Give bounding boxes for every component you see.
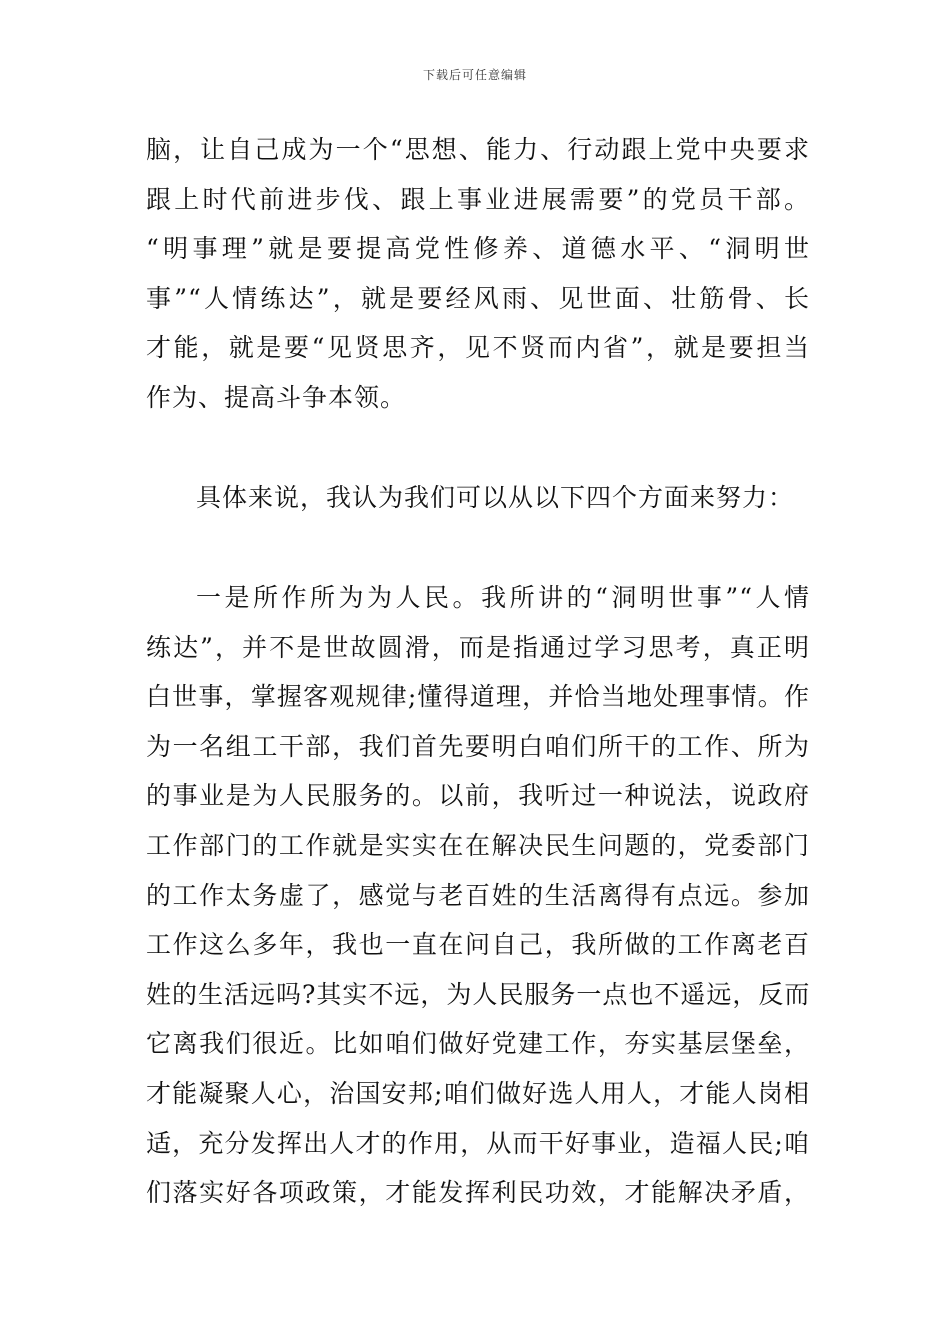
paragraph-line: 们落实好各项政策，才能发挥利民功效，才能解决矛盾，: [146, 1178, 810, 1208]
paragraph-line: 工作这么多年，我也一直在问自己，我所做的工作离老百: [146, 930, 810, 960]
paragraph-line: 的事业是为人民服务的。以前，我听过一种说法，说政府: [146, 781, 810, 811]
paragraph-line: 练达”，并不是世故圆滑，而是指通过学习思考，真正明: [146, 632, 810, 662]
paragraph-line: “明事理”就是要提高党性修养、道德水平、“洞明世: [146, 234, 810, 264]
paragraph-line: 工作部门的工作就是实实在在解决民生问题的，党委部门: [146, 830, 810, 860]
paragraph-line: 具体来说，我认为我们可以从以下四个方面来努力：: [196, 483, 795, 512]
paragraph-line: 作为、提高斗争本领。: [146, 382, 407, 412]
paragraph-line: 一是所作所为为人民。我所讲的“洞明世事”“人情: [196, 583, 810, 612]
paragraph-line: 事”“人情练达”，就是要经风雨、见世面、壮筋骨、长: [146, 283, 810, 313]
paragraph-line: 为一名组工干部，我们首先要明白咱们所干的工作、所为: [146, 731, 810, 761]
paragraph-line: 适，充分发挥出人才的作用，从而干好事业，造福人民;咱: [146, 1128, 810, 1158]
paragraph-3: [146, 573, 810, 1218]
paragraph-line: 姓的生活远吗?其实不远，为人民服务一点也不遥远，反而: [146, 979, 811, 1009]
paragraph-line: 脑，让自己成为一个“思想、能力、行动跟上党中央要求: [146, 135, 810, 164]
paragraph-line: 它离我们很近。比如咱们做好党建工作，夯实基层堡垒，: [146, 1029, 810, 1059]
paragraph-line: 的工作太务虚了，感觉与老百姓的生活离得有点远。参加: [146, 880, 810, 910]
page-header-note: 下载后可任意编辑: [422, 68, 527, 82]
paragraph-line: 才能，就是要“见贤思齐，见不贤而内省”，就是要担当: [146, 333, 810, 363]
paragraph-2: [146, 473, 810, 523]
paragraph-line: 才能凝聚人心，治国安邦;咱们做好选人用人，才能人岗相: [146, 1078, 810, 1108]
paragraph-line: 白世事，掌握客观规律;懂得道理，并恰当地处理事情。作: [146, 682, 810, 712]
paragraph-1: [146, 125, 810, 423]
paragraph-line: 跟上时代前进步伐、跟上事业进展需要”的党员干部。: [146, 184, 810, 214]
